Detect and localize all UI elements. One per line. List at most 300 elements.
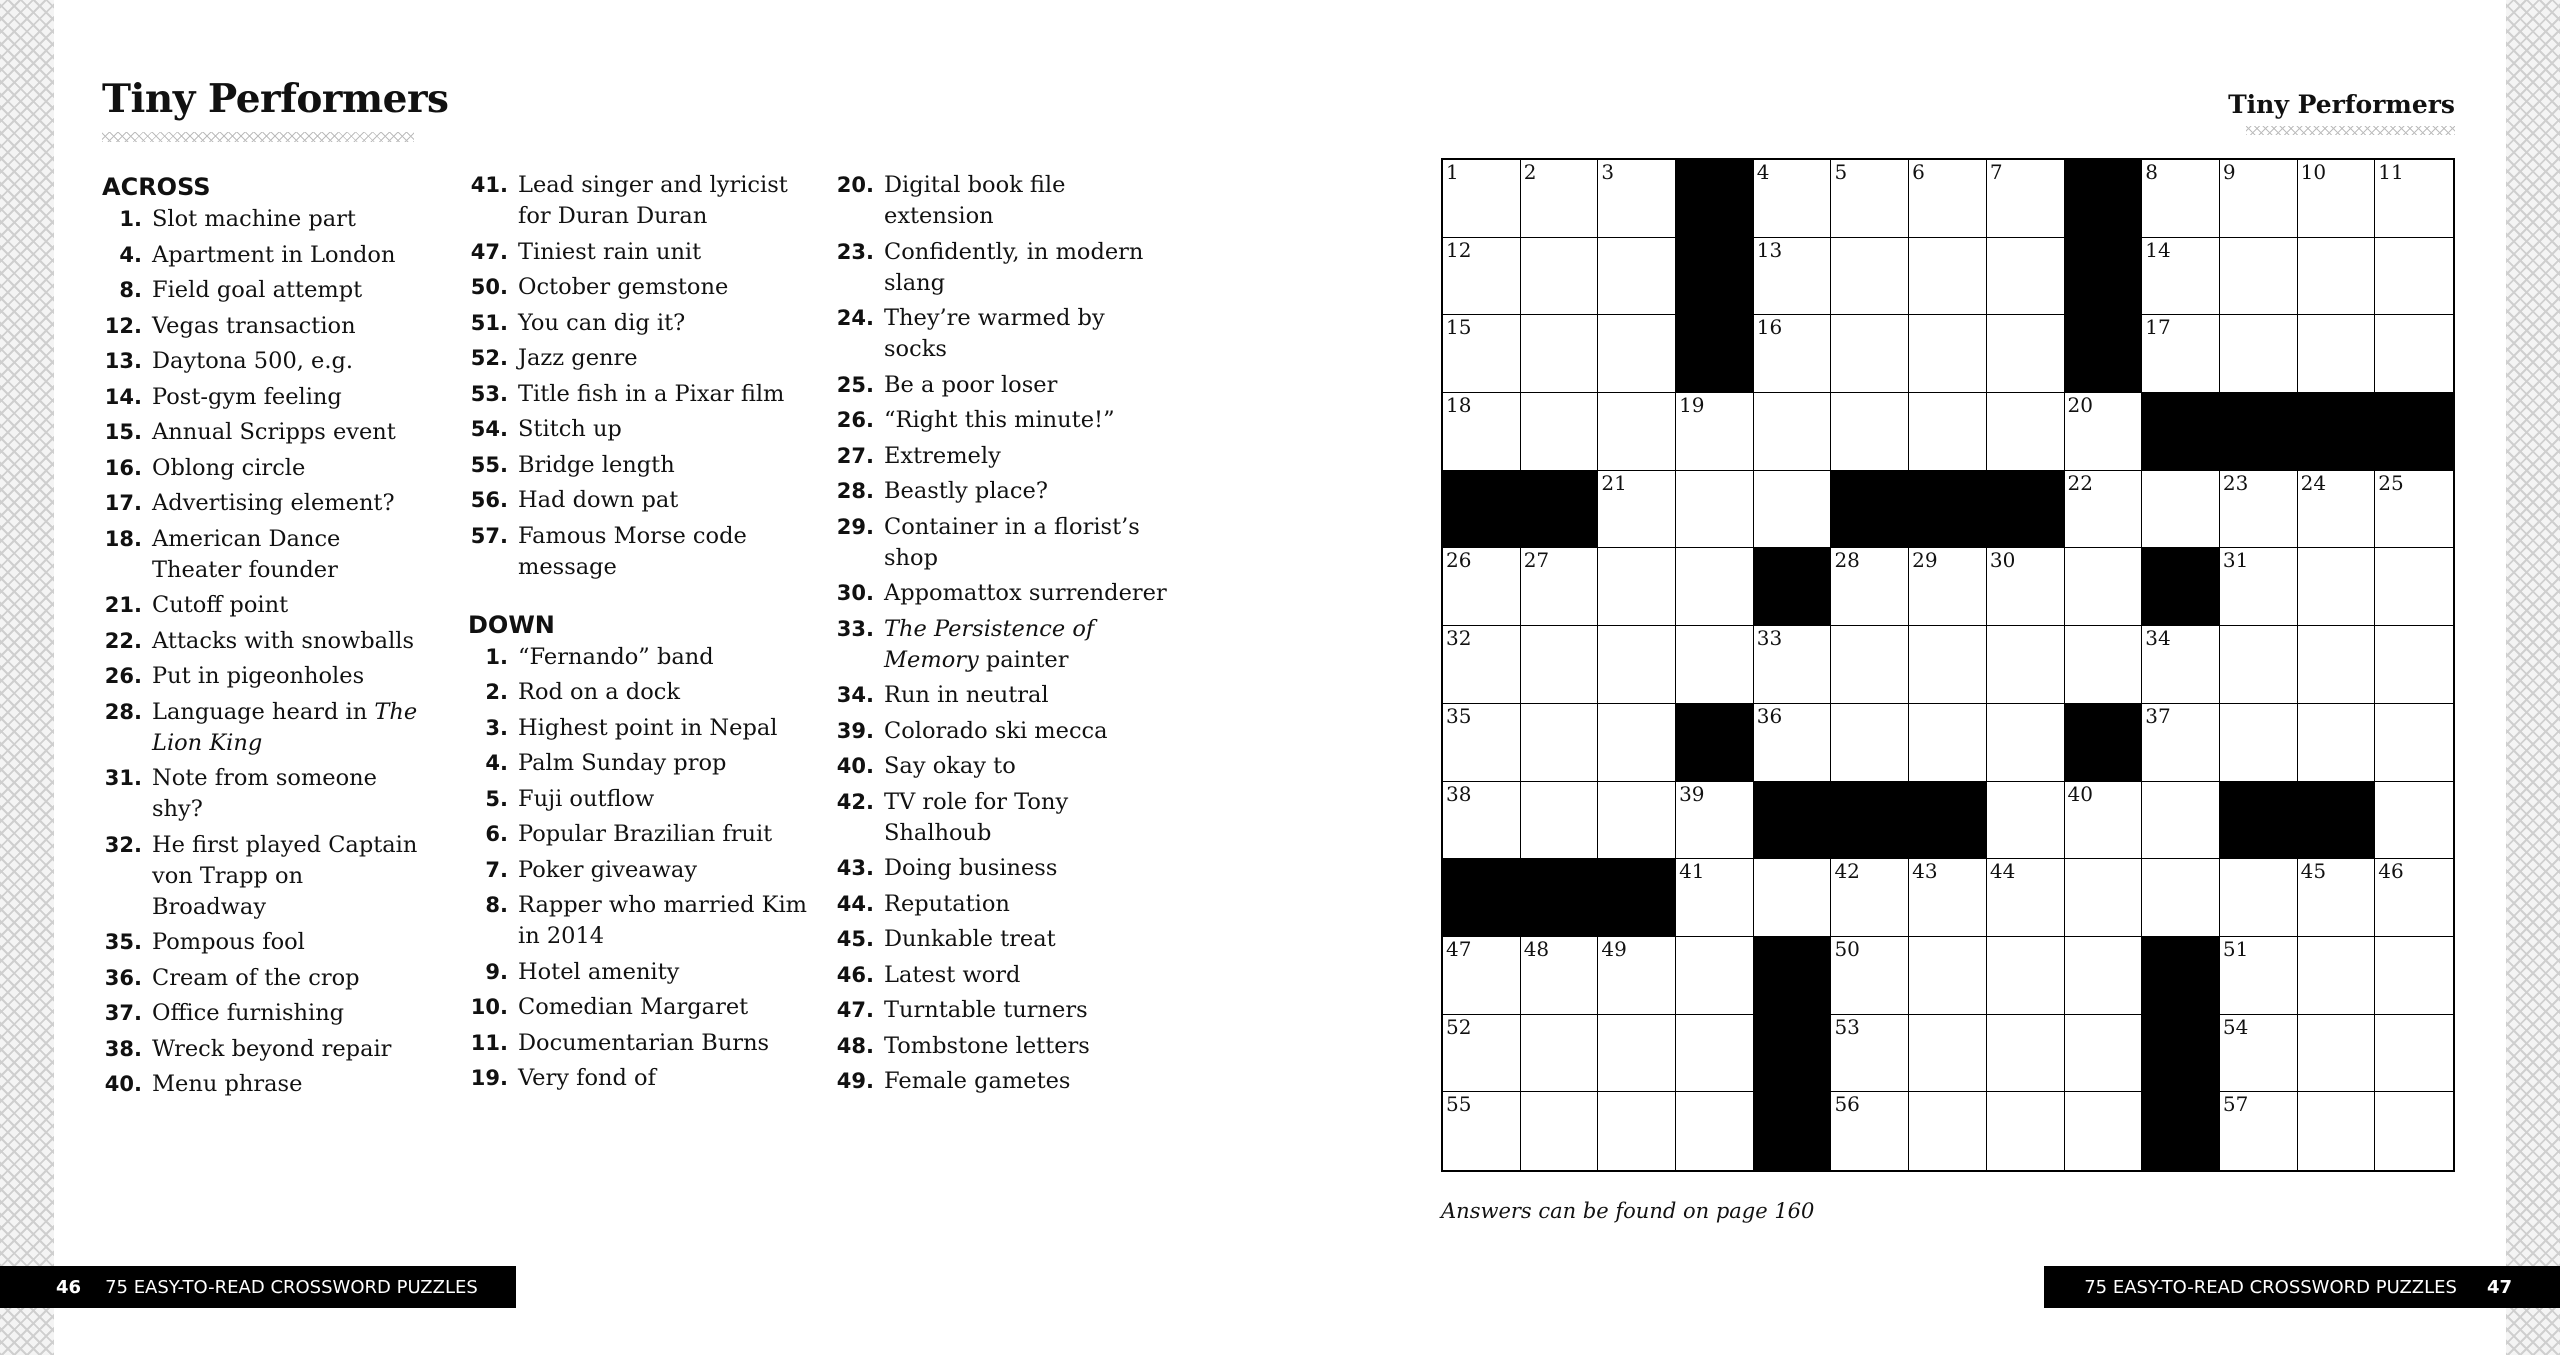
grid-cell[interactable]: [2220, 626, 2298, 704]
grid-cell[interactable]: [1831, 393, 1909, 471]
grid-cell[interactable]: [1443, 704, 1521, 782]
grid-cell[interactable]: [2298, 1092, 2376, 1170]
clue-item: [468, 677, 808, 708]
clue-text: Apartment in London: [152, 241, 396, 268]
clue-text: October gemstone: [518, 274, 729, 300]
grid-black-square: [1754, 1015, 1832, 1093]
grid-clue-number: 38: [1446, 781, 1472, 806]
grid-cell[interactable]: [1676, 1015, 1754, 1093]
grid-cell[interactable]: [2298, 626, 2376, 704]
grid-cell[interactable]: [1754, 626, 1832, 704]
grid-cell[interactable]: [2220, 859, 2298, 937]
clue-number: 28.: [836, 479, 874, 503]
grid-cell[interactable]: [2065, 471, 2143, 549]
grid-cell[interactable]: [2298, 315, 2376, 393]
grid-cell[interactable]: [2375, 859, 2453, 937]
grid-black-square: [1443, 859, 1521, 937]
grid-cell[interactable]: [1831, 937, 1909, 1015]
clue-number: 19.: [470, 1066, 508, 1090]
clue-number: 10.: [470, 995, 508, 1019]
clue-text: Daytona 500, e.g.: [152, 348, 354, 374]
puzzle-title-right-page: Tiny Performers: [2228, 90, 2455, 119]
clue-item: [834, 1031, 1174, 1062]
clue-text: He first played Captain von Trapp on Broadway: [152, 831, 418, 920]
clue-item: [834, 614, 1174, 676]
grid-cell[interactable]: [2375, 471, 2453, 549]
page-number-right: 47: [2486, 1276, 2512, 1298]
clue-number: 31.: [104, 766, 142, 790]
clue-number: 20.: [836, 173, 874, 197]
clue-item: [834, 476, 1174, 507]
clue-text: Appomattox surrenderer: [884, 580, 1167, 606]
clue-item: [468, 748, 808, 779]
clue-text: Cream of the crop: [152, 964, 360, 991]
grid-black-square: [2142, 393, 2220, 471]
clue-text: Annual Scripps event: [152, 419, 396, 445]
grid-black-square: [2142, 937, 2220, 1015]
grid-cell[interactable]: [1676, 471, 1754, 549]
grid-clue-number: 44: [1989, 859, 2016, 884]
grid-cell[interactable]: [1521, 238, 1599, 316]
clue-number: 30.: [836, 581, 874, 605]
clue-text: Vegas transaction: [152, 312, 356, 339]
clue-text: Be a poor loser: [884, 371, 1058, 398]
grid-cell[interactable]: [1443, 315, 1521, 393]
grid-cell[interactable]: [1831, 548, 1909, 626]
grid-clue-number: 36: [1756, 703, 1783, 728]
clue-item: [834, 924, 1174, 955]
grid-cell[interactable]: [1909, 859, 1987, 937]
clue-number: 2.: [485, 680, 508, 704]
grid-cell[interactable]: [2375, 704, 2453, 782]
grid-cell[interactable]: [2065, 1092, 2143, 1170]
grid-cell[interactable]: [2065, 859, 2143, 937]
grid-black-square: [1676, 160, 1754, 238]
title-underline: [102, 132, 414, 142]
grid-cell[interactable]: [2142, 704, 2220, 782]
grid-cell[interactable]: [1521, 315, 1599, 393]
grid-cell[interactable]: [1521, 1092, 1599, 1170]
grid-cell[interactable]: [2220, 238, 2298, 316]
clue-item: [102, 963, 422, 994]
clue-item: [834, 960, 1174, 991]
grid-cell[interactable]: [1754, 238, 1832, 316]
grid-cell[interactable]: [1676, 626, 1754, 704]
grid-clue-number: 46: [2378, 859, 2404, 884]
clue-item: [468, 521, 808, 583]
clue-text: Documentarian Burns: [518, 1029, 770, 1056]
grid-clue-number: 42: [1834, 859, 1860, 884]
clue-text: “Fernando” band: [518, 643, 714, 670]
grid-cell[interactable]: [2065, 393, 2143, 471]
clue-number: 1.: [485, 644, 508, 669]
grid-clue-number: 13: [1756, 237, 1783, 262]
grid-cell[interactable]: [1598, 1015, 1676, 1093]
clue-item: [834, 170, 1174, 232]
clue-item: [834, 751, 1174, 782]
footer-right: [2044, 1266, 2560, 1308]
grid-cell[interactable]: [1443, 937, 1521, 1015]
answers-note: Answers can be found on page 160: [1441, 1199, 1815, 1223]
grid-clue-number: 53: [1834, 1014, 1860, 1039]
grid-cell[interactable]: [1909, 626, 1987, 704]
grid-cell[interactable]: [2298, 471, 2376, 549]
clue-text: Put in pigeonholes: [152, 663, 365, 689]
clue-item: [834, 512, 1174, 574]
grid-cell[interactable]: [2375, 782, 2453, 860]
grid-cell[interactable]: [1987, 315, 2065, 393]
clue-text: Slot machine part: [152, 206, 356, 232]
grid-cell[interactable]: [1676, 393, 1754, 471]
grid-cell[interactable]: [1987, 937, 2065, 1015]
grid-cell[interactable]: [1909, 1092, 1987, 1170]
grid-cell[interactable]: [1598, 548, 1676, 626]
clue-text: Bridge length: [518, 451, 675, 478]
clue-number: 18.: [104, 526, 142, 551]
clue-item: [102, 311, 422, 342]
grid-cell[interactable]: [1909, 704, 1987, 782]
grid-cell[interactable]: [2220, 315, 2298, 393]
puzzle-title: Tiny Performers: [102, 76, 449, 122]
grid-cell[interactable]: [1831, 315, 1909, 393]
clue-text: Tiniest rain unit: [518, 238, 702, 265]
grid-cell[interactable]: [1443, 160, 1521, 238]
grid-cell[interactable]: [2220, 704, 2298, 782]
clue-item: [102, 661, 422, 692]
clue-item: [468, 713, 808, 744]
grid-cell[interactable]: [2375, 626, 2453, 704]
clue-column-2: [468, 170, 808, 1099]
grid-clue-number: 28: [1834, 548, 1860, 573]
grid-cell[interactable]: [2375, 160, 2453, 238]
grid-cell[interactable]: [1598, 393, 1676, 471]
clue-text: Hotel amenity: [518, 958, 680, 985]
clue-text: Reputation: [884, 890, 1010, 917]
clue-number: 5.: [485, 786, 508, 811]
grid-cell[interactable]: [1521, 548, 1599, 626]
grid-cell[interactable]: [1521, 393, 1599, 471]
clue-text: Highest point in Nepal: [518, 714, 778, 741]
clue-item: [468, 1028, 808, 1059]
grid-cell[interactable]: [2065, 782, 2143, 860]
clue-item: [468, 272, 808, 303]
clue-item: [102, 626, 422, 657]
clue-number: 44.: [836, 891, 874, 916]
clue-text-italic: The Persistence of Memory: [884, 615, 1095, 673]
clue-text: Cutoff point: [152, 592, 289, 618]
clue-item: [102, 240, 422, 271]
grid-clue-number: 27: [1523, 548, 1550, 573]
clue-text-part: Language heard in: [152, 698, 375, 725]
grid-cell[interactable]: [2375, 238, 2453, 316]
grid-cell[interactable]: [2142, 782, 2220, 860]
grid-cell[interactable]: [1598, 160, 1676, 238]
right-page-edge-pattern: [2506, 0, 2560, 1355]
grid-cell[interactable]: [1598, 626, 1676, 704]
page-number-left: 46: [56, 1276, 82, 1298]
grid-cell[interactable]: [2220, 471, 2298, 549]
clue-number: 3.: [485, 715, 508, 740]
grid-black-square: [2142, 548, 2220, 626]
grid-cell[interactable]: [2065, 626, 2143, 704]
grid-cell[interactable]: [1909, 393, 1987, 471]
grid-cell[interactable]: [1443, 1015, 1521, 1093]
grid-cell[interactable]: [2298, 859, 2376, 937]
grid-cell[interactable]: [1598, 782, 1676, 860]
grid-cell[interactable]: [2142, 626, 2220, 704]
grid-cell[interactable]: [2065, 937, 2143, 1015]
grid-cell[interactable]: [1443, 548, 1521, 626]
grid-cell[interactable]: [1754, 704, 1832, 782]
grid-cell[interactable]: [1987, 859, 2065, 937]
grid-cell[interactable]: [1987, 782, 2065, 860]
clue-number: 11.: [470, 1030, 508, 1055]
grid-cell[interactable]: [1443, 393, 1521, 471]
grid-clue-number: 45: [2300, 859, 2327, 884]
grid-cell[interactable]: [1754, 393, 1832, 471]
grid-black-square: [2142, 1015, 2220, 1093]
clue-text: Fuji outflow: [518, 785, 655, 812]
grid-cell[interactable]: [2298, 937, 2376, 1015]
clue-text: “Right this minute!”: [884, 407, 1115, 433]
clue-number: 8.: [485, 893, 508, 917]
clue-item: [102, 763, 422, 825]
clue-number: 55.: [470, 452, 508, 477]
clue-item: [834, 370, 1174, 401]
clue-number: 24.: [836, 306, 874, 330]
grid-cell[interactable]: [1987, 704, 2065, 782]
clue-number: 38.: [104, 1036, 142, 1061]
grid-cell[interactable]: [1909, 160, 1987, 238]
clue-item: [468, 170, 808, 232]
grid-clue-number: 29: [1912, 548, 1938, 573]
clue-column-3: [834, 170, 1174, 1102]
grid-cell[interactable]: [1443, 626, 1521, 704]
clue-text: Palm Sunday prop: [518, 750, 727, 776]
grid-clue-number: 8: [2145, 160, 2158, 184]
grid-cell[interactable]: [1754, 471, 1832, 549]
grid-cell[interactable]: [1831, 626, 1909, 704]
grid-cell[interactable]: [2298, 160, 2376, 238]
clue-text: Had down pat: [518, 487, 679, 513]
grid-cell[interactable]: [1443, 782, 1521, 860]
grid-clue-number: 7: [1989, 160, 2003, 184]
clue-number: 6.: [485, 822, 508, 846]
clue-item: [102, 488, 422, 519]
clue-number: 26.: [104, 664, 142, 688]
grid-cell[interactable]: [2298, 704, 2376, 782]
grid-black-square: [1987, 471, 2065, 549]
clue-number: 1.: [119, 207, 142, 231]
grid-cell[interactable]: [2375, 548, 2453, 626]
crossword-grid: [1441, 158, 2455, 1172]
grid-cell[interactable]: [1909, 937, 1987, 1015]
grid-black-square: [2298, 782, 2376, 860]
grid-clue-number: 37: [2145, 703, 2171, 728]
clue-number: 21.: [104, 593, 142, 617]
grid-cell[interactable]: [1909, 238, 1987, 316]
grid-cell[interactable]: [1987, 393, 2065, 471]
clue-item: [102, 524, 422, 586]
clue-text: American Dance Theater founder: [152, 525, 341, 583]
grid-cell[interactable]: [1676, 1092, 1754, 1170]
grid-cell[interactable]: [1831, 160, 1909, 238]
clue-text: Confidently, in modern slang: [884, 238, 1144, 296]
grid-cell[interactable]: [2220, 160, 2298, 238]
grid-cell[interactable]: [1676, 859, 1754, 937]
grid-cell[interactable]: [2142, 315, 2220, 393]
grid-clue-number: 22: [2067, 470, 2093, 495]
grid-cell[interactable]: [2298, 548, 2376, 626]
clue-number: 33.: [836, 616, 874, 641]
grid-cell[interactable]: [2065, 1015, 2143, 1093]
clue-text: Run in neutral: [884, 682, 1049, 708]
grid-cell[interactable]: [1987, 238, 2065, 316]
grid-cell[interactable]: [1521, 1015, 1599, 1093]
clue-text: Field goal attempt: [152, 277, 363, 303]
clue-text: Wreck beyond repair: [152, 1035, 392, 1062]
grid-clue-number: 1: [1446, 160, 1459, 184]
grid-cell[interactable]: [1521, 704, 1599, 782]
grid-black-square: [1909, 471, 1987, 549]
clue-item: [834, 578, 1174, 609]
grid-clue-number: 15: [1446, 315, 1472, 340]
clue-item: [102, 697, 422, 759]
clue-number: 8.: [119, 278, 142, 302]
grid-clue-number: 12: [1446, 237, 1472, 262]
grid-cell[interactable]: [1521, 626, 1599, 704]
grid-cell[interactable]: [1909, 1015, 1987, 1093]
grid-cell[interactable]: [2142, 238, 2220, 316]
grid-black-square: [2065, 704, 2143, 782]
grid-clue-number: 4: [1756, 160, 1770, 184]
grid-cell[interactable]: [2298, 1015, 2376, 1093]
grid-cell[interactable]: [1831, 1015, 1909, 1093]
grid-cell[interactable]: [2142, 160, 2220, 238]
grid-cell[interactable]: [1676, 548, 1754, 626]
clue-text: Popular Brazilian fruit: [518, 821, 773, 847]
grid-black-square: [2065, 160, 2143, 238]
grid-clue-number: 32: [1446, 626, 1472, 651]
clue-item: [102, 204, 422, 235]
clue-text: Latest word: [884, 961, 1021, 988]
grid-cell[interactable]: [1676, 937, 1754, 1015]
grid-black-square: [1754, 937, 1832, 1015]
grid-cell[interactable]: [1754, 859, 1832, 937]
grid-cell[interactable]: [2375, 315, 2453, 393]
grid-cell[interactable]: [2375, 1092, 2453, 1170]
grid-cell[interactable]: [2065, 548, 2143, 626]
clue-number: 17.: [104, 491, 142, 515]
grid-black-square: [2065, 315, 2143, 393]
grid-cell[interactable]: [1443, 238, 1521, 316]
clue-text-italic: The Lion King: [152, 698, 418, 756]
grid-clue-number: 16: [1756, 315, 1783, 340]
grid-black-square: [1754, 782, 1832, 860]
grid-cell[interactable]: [1521, 160, 1599, 238]
grid-cell[interactable]: [1987, 1092, 2065, 1170]
grid-clue-number: 43: [1912, 859, 1938, 884]
grid-cell[interactable]: [1909, 548, 1987, 626]
clue-text: Post-gym feeling: [152, 383, 342, 410]
clue-item: [468, 819, 808, 850]
clue-item: [834, 787, 1174, 849]
grid-cell[interactable]: [2142, 859, 2220, 937]
grid-cell[interactable]: [1754, 315, 1832, 393]
clue-item: [468, 450, 808, 481]
grid-cell[interactable]: [2220, 548, 2298, 626]
clue-number: 46.: [836, 962, 874, 987]
clue-number: 13.: [104, 349, 142, 373]
grid-cell[interactable]: [1521, 937, 1599, 1015]
grid-clue-number: 39: [1679, 781, 1705, 806]
clue-text: [884, 614, 1174, 676]
grid-clue-number: 3: [1601, 160, 1615, 184]
grid-cell[interactable]: [2220, 1015, 2298, 1093]
clue-text: Colorado ski mecca: [884, 717, 1108, 744]
clue-number: 47.: [836, 998, 874, 1022]
grid-cell[interactable]: [1987, 548, 2065, 626]
grid-clue-number: 2: [1523, 160, 1537, 184]
grid-cell[interactable]: [1598, 315, 1676, 393]
clue-item: [102, 1069, 422, 1100]
grid-cell[interactable]: [2142, 471, 2220, 549]
grid-cell[interactable]: [1909, 315, 1987, 393]
grid-cell[interactable]: [2375, 937, 2453, 1015]
grid-cell[interactable]: [2375, 1015, 2453, 1093]
grid-cell[interactable]: [1831, 704, 1909, 782]
clue-item: [468, 784, 808, 815]
grid-clue-number: 14: [2145, 237, 2171, 262]
clue-item: [102, 998, 422, 1029]
grid-cell[interactable]: [1676, 782, 1754, 860]
grid-cell[interactable]: [1598, 471, 1676, 549]
grid-black-square: [2142, 1092, 2220, 1170]
clue-number: 37.: [104, 1001, 142, 1025]
grid-clue-number: 48: [1523, 936, 1550, 961]
grid-cell[interactable]: [1754, 160, 1832, 238]
grid-cell[interactable]: [1598, 704, 1676, 782]
clue-number: 36.: [104, 965, 142, 990]
book-title-right: 75 EASY-TO-READ CROSSWORD PUZZLES: [2084, 1276, 2457, 1298]
clue-item: [468, 992, 808, 1023]
grid-cell[interactable]: [1598, 937, 1676, 1015]
grid-cell[interactable]: [2220, 937, 2298, 1015]
grid-cell[interactable]: [1987, 160, 2065, 238]
grid-cell[interactable]: [1831, 238, 1909, 316]
grid-cell[interactable]: [1831, 859, 1909, 937]
grid-clue-number: 40: [2067, 781, 2093, 806]
grid-cell[interactable]: [2298, 238, 2376, 316]
grid-black-square: [2375, 393, 2453, 471]
clue-number: 53.: [470, 381, 508, 406]
clue-text: Menu phrase: [152, 1071, 303, 1097]
grid-cell[interactable]: [1598, 1092, 1676, 1170]
grid-black-square: [2220, 782, 2298, 860]
grid-clue-number: 21: [1601, 470, 1627, 495]
clue-number: 57.: [470, 523, 508, 548]
grid-cell[interactable]: [1598, 238, 1676, 316]
grid-cell[interactable]: [1831, 1092, 1909, 1170]
clue-text: Pompous fool: [152, 929, 305, 955]
grid-cell[interactable]: [1521, 782, 1599, 860]
grid-cell[interactable]: [1443, 1092, 1521, 1170]
grid-cell[interactable]: [2220, 1092, 2298, 1170]
clue-text: Office furnishing: [152, 1000, 345, 1026]
grid-cell[interactable]: [1987, 1015, 2065, 1093]
grid-cell[interactable]: [1987, 626, 2065, 704]
grid-black-square: [2298, 393, 2376, 471]
